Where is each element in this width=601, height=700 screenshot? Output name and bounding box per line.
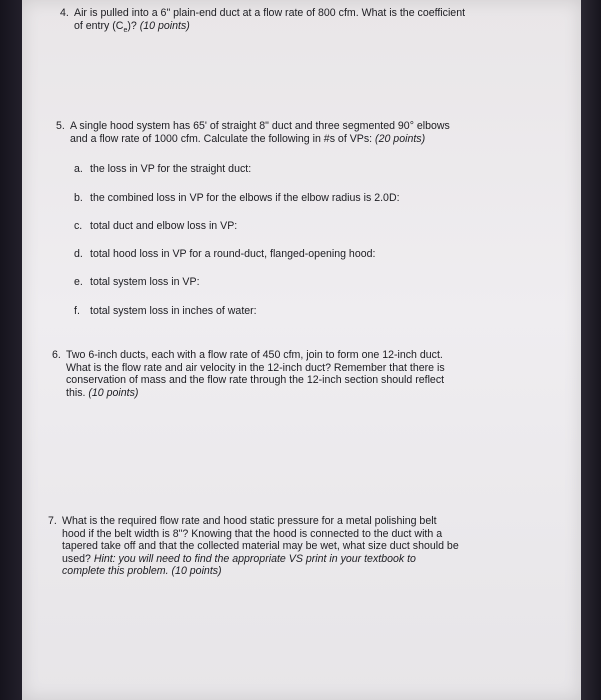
question-7-number: 7. bbox=[48, 515, 57, 527]
question-6-points: (10 points) bbox=[88, 386, 139, 399]
question-5-item-b: b. the combined loss in VP for the elbows if the elbow radius is 2.0D: bbox=[74, 192, 400, 204]
question-6-number: 6. bbox=[52, 349, 61, 361]
question-5-line-2: and a flow rate of 1000 cfm. Calculate the following in #s of VPs: bbox=[70, 132, 373, 145]
question-4-points: (10 points) bbox=[139, 19, 190, 32]
question-7-line-4: used? bbox=[62, 552, 91, 565]
worksheet-page bbox=[22, 0, 581, 700]
question-4-number: 4. bbox=[60, 7, 69, 19]
question-5 bbox=[56, 120, 566, 145]
question-7-hint-2: complete this problem. bbox=[62, 565, 169, 578]
question-4-subscript: e bbox=[123, 26, 128, 34]
question-5-item-c: c. total duct and elbow loss in VP: bbox=[74, 220, 238, 232]
question-4-line-1: Air is pulled into a 6" plain-end duct at a flow rate of 800 cfm. What is the coefficient bbox=[74, 7, 466, 19]
question-7-hint: Hint: you will need to find the appropriate VS print in your textbook to bbox=[93, 552, 416, 565]
photo-background-left bbox=[0, 0, 22, 700]
question-6-line-2: What is the flow rate and air velocity in the 12-inch duct? Remember that there is bbox=[66, 361, 445, 374]
question-7 bbox=[48, 515, 581, 578]
question-7-line-2: hood if the belt width is 8"? Knowing that the hood is connected to the duct with a bbox=[62, 527, 443, 540]
question-7-line-3: tapered take off and that the collected material may be wet, what size duct should be bbox=[62, 540, 459, 553]
question-5-line-1: A single hood system has 65' of straight 8" duct and three segmented 90° elbows bbox=[70, 120, 450, 132]
question-5-item-e: e. total system loss in VP: bbox=[74, 276, 200, 288]
photo-background-right bbox=[581, 0, 601, 700]
question-5-number: 5. bbox=[56, 120, 65, 132]
question-6 bbox=[52, 349, 572, 399]
question-5-item-d: d. total hood loss in VP for a round-duct, flanged-opening hood: bbox=[74, 248, 376, 260]
question-4-line-2-end: )? bbox=[127, 19, 137, 32]
question-7-line-1: What is the required flow rate and hood static pressure for a metal polishing belt bbox=[62, 515, 437, 527]
question-6-line-4: this. bbox=[66, 386, 86, 399]
question-5-item-f: f. total system loss in inches of water: bbox=[74, 305, 257, 317]
question-6-line-3: conservation of mass and the flow rate through the 12-inch section should reflect bbox=[66, 374, 445, 387]
question-5-item-a: a. the loss in VP for the straight duct: bbox=[74, 163, 252, 175]
question-7-points: (10 points) bbox=[171, 565, 222, 578]
question-5-points: (20 points) bbox=[375, 132, 426, 145]
question-4 bbox=[60, 7, 560, 37]
question-4-line-2: of entry (C bbox=[74, 19, 124, 32]
question-6-line-1: Two 6-inch ducts, each with a flow rate of 450 cfm, join to form one 12-inch duct. bbox=[66, 349, 443, 361]
